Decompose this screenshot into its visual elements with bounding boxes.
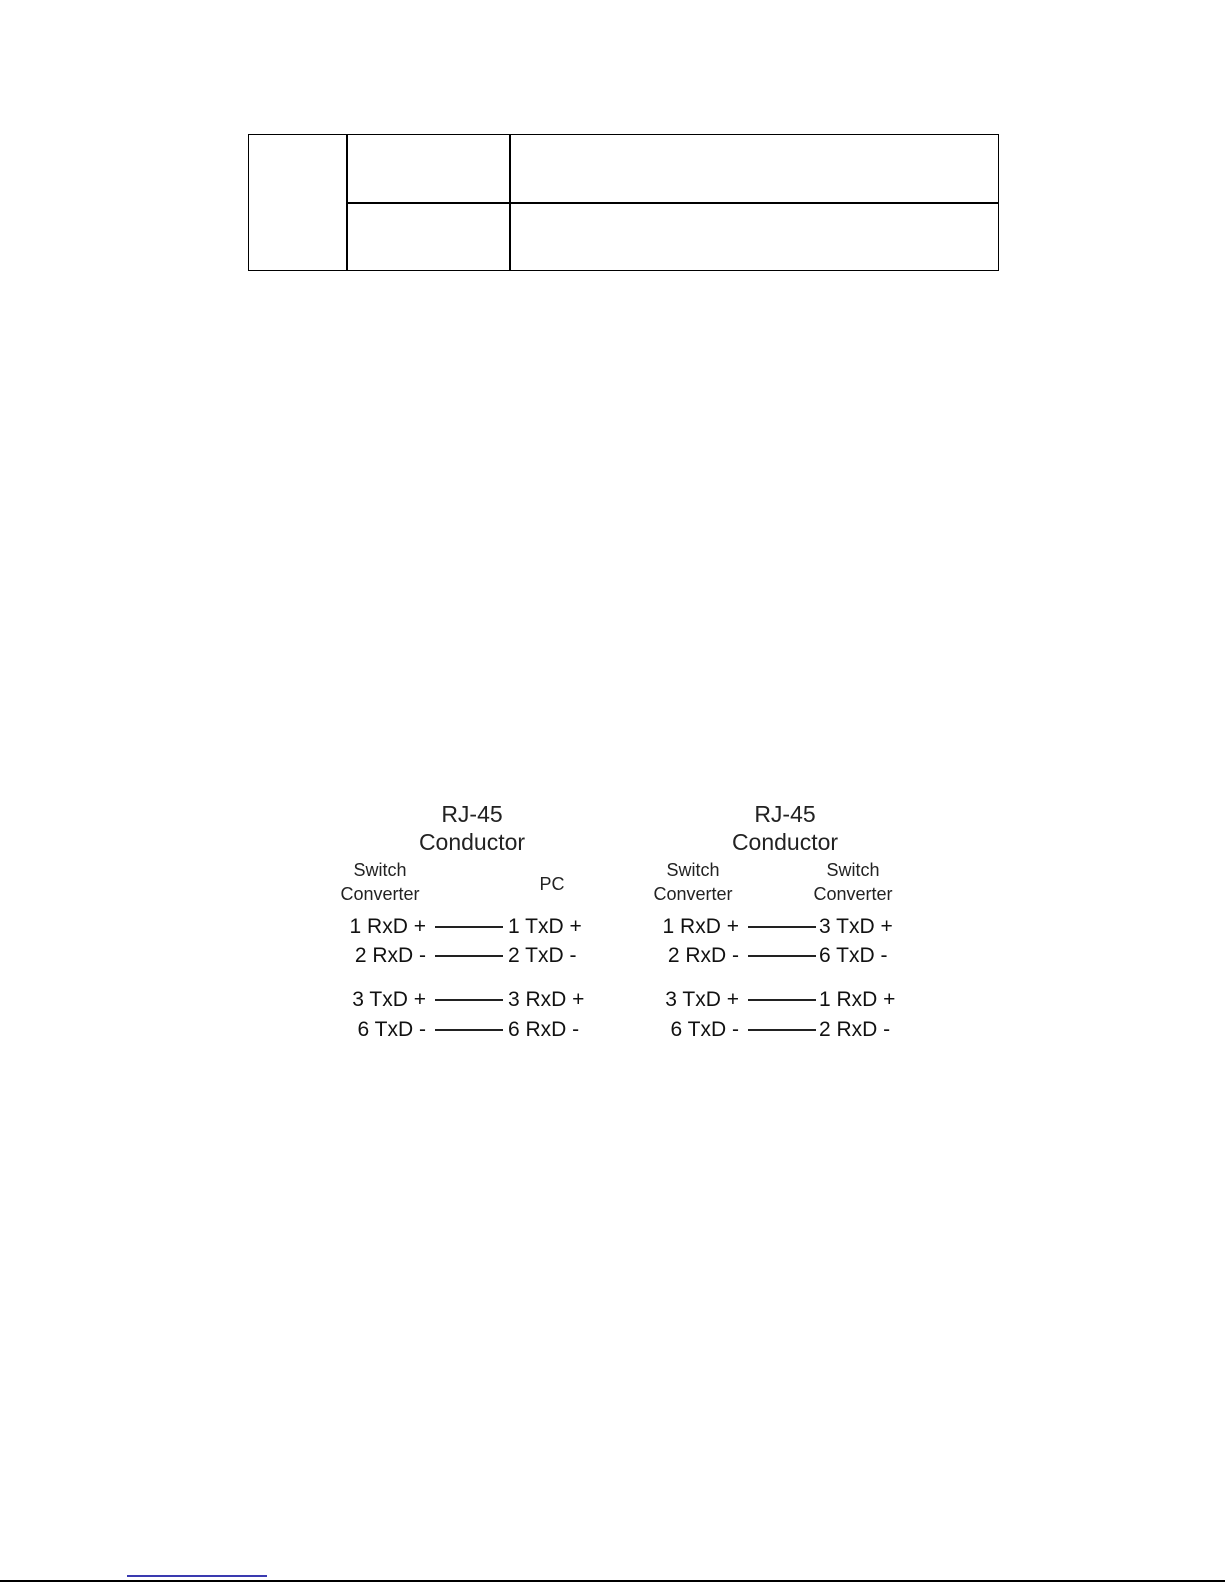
right-pin: 6 RxD -	[508, 1018, 580, 1041]
wire-line	[435, 926, 503, 928]
table-cell-label	[249, 135, 346, 270]
page-bottom-rule	[0, 1580, 1225, 1582]
pin-connection	[322, 913, 622, 941]
spec-table	[248, 134, 999, 271]
left-pin: 6 TxD -	[357, 1018, 426, 1041]
left-column-head: Converter	[340, 884, 420, 904]
right-pin: 1 RxD +	[819, 988, 896, 1011]
wire-line	[435, 999, 503, 1001]
table-cell	[348, 135, 508, 201]
left-pin: 1 RxD +	[662, 915, 739, 938]
footnote-separator	[127, 1575, 267, 1577]
table-cell	[511, 135, 996, 201]
right-pin: 3 TxD +	[819, 915, 893, 938]
right-pin: 1 TxD +	[508, 915, 582, 938]
table-cell	[348, 204, 508, 270]
pin-connection	[635, 942, 935, 970]
left-pin: 2 RxD -	[667, 944, 739, 967]
left-column-head: Switch	[666, 860, 720, 880]
right-column-head: PC	[539, 874, 565, 894]
diagram-subtitle: Conductor	[731, 829, 839, 855]
diagram-title: RJ-45	[754, 801, 816, 827]
left-pin: 3 TxD +	[665, 988, 739, 1011]
wire-line	[748, 1029, 816, 1031]
right-pin: 2 TxD -	[508, 944, 577, 967]
wire-line	[748, 926, 816, 928]
right-pin: 2 RxD -	[819, 1018, 891, 1041]
wire-line	[435, 1029, 503, 1031]
left-pin: 6 TxD -	[670, 1018, 739, 1041]
diagram-title: RJ-45	[441, 801, 503, 827]
pin-connection	[635, 986, 935, 1014]
rj45-straight-diagram	[322, 800, 622, 1060]
pin-connection	[322, 986, 622, 1014]
wire-line	[748, 999, 816, 1001]
left-column-head: Switch	[353, 860, 407, 880]
left-pin: 3 TxD +	[352, 988, 426, 1011]
wire-line	[748, 955, 816, 957]
wire-line	[435, 955, 503, 957]
left-column-head: Converter	[653, 884, 733, 904]
left-pin: 2 RxD -	[354, 944, 426, 967]
left-pin: 1 RxD +	[349, 915, 426, 938]
right-column-head: Converter	[813, 884, 893, 904]
pin-connection	[635, 913, 935, 941]
rj45-crossover-diagram	[635, 800, 935, 1060]
diagram-subtitle: Conductor	[418, 829, 526, 855]
right-column-head: Switch	[826, 860, 880, 880]
pin-connection	[322, 1016, 622, 1044]
right-pin: 3 RxD +	[508, 988, 585, 1011]
pin-connection	[322, 942, 622, 970]
table-cell	[511, 204, 996, 270]
pin-connection	[635, 1016, 935, 1044]
right-pin: 6 TxD -	[819, 944, 888, 967]
